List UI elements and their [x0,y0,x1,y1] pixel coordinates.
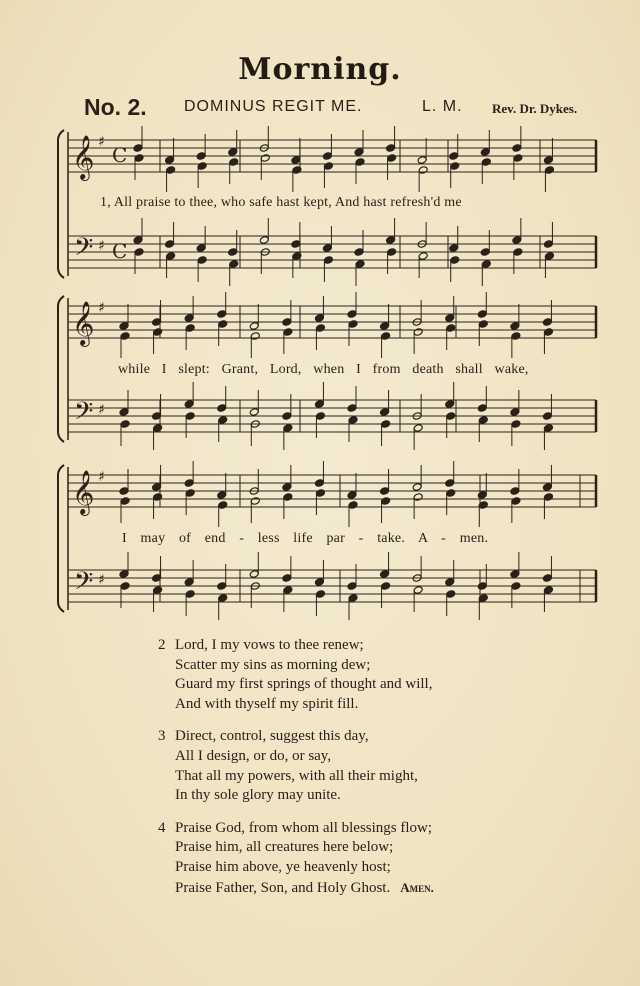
treble-clef: 𝄞 [72,301,95,345]
stanza-number: 4 [158,819,166,836]
note-head [218,594,228,603]
note-head [165,240,175,249]
note-head [446,590,456,599]
note-head [477,404,487,413]
note-head [322,152,332,161]
note-head [283,328,293,337]
note-head [291,156,301,165]
note-head [413,586,423,595]
note-head [381,497,391,506]
note-head [196,152,206,161]
note-head [184,578,194,587]
note-head [250,332,260,341]
note-head [166,166,176,175]
note-head [153,424,163,433]
note-head [413,328,423,337]
amen-label: Amen. [400,879,434,895]
note-head [542,483,552,492]
note-head [347,310,357,319]
note-head [229,158,239,167]
note-head [380,570,390,579]
page-title: Morning. [238,52,402,87]
note-head [218,501,228,510]
note-head [513,154,523,163]
verse-line: Direct, control, suggest this day, [175,728,369,745]
meter: L. M. [422,98,463,115]
note-head [511,420,521,429]
note-head [542,574,552,583]
note-head [386,236,396,245]
note-head [133,236,143,245]
sharp-sign: ♯ [98,469,105,485]
note-head [481,158,491,167]
note-head [544,166,554,175]
note-head [354,148,364,157]
note-head [217,582,227,591]
note-head [119,322,129,331]
note-head [418,166,428,175]
note-head [510,322,520,331]
note-head [197,256,207,265]
stanza-3 [158,727,578,805]
note-head [165,156,175,165]
note-head [355,260,365,269]
note-head [283,424,293,433]
note-head [323,256,333,265]
sharp-sign: ♯ [98,134,105,150]
note-head [228,148,238,157]
note-head [314,578,324,587]
note-head [480,148,490,157]
note-head [283,586,293,595]
note-head [510,408,520,417]
note-head [134,248,144,257]
note-head [477,582,487,591]
note-head [197,162,207,171]
note-head [542,412,552,421]
note-head [217,491,227,500]
note-head [544,252,554,261]
note-head [314,479,324,488]
lyric-line-3: I may of end - less life par - take. A - men. [122,531,489,546]
bass-clef: 𝄢 [74,233,94,268]
note-head [445,314,455,323]
note-head [259,236,269,245]
note-head [153,328,163,337]
note-head [381,582,391,591]
verse-line: That all my powers, with all their might, [175,767,418,784]
note-head [413,424,423,433]
note-head [386,144,396,153]
note-head [249,322,259,331]
note-head [184,314,194,323]
bass-clef: 𝄢 [74,567,94,602]
note-head [120,420,130,429]
note-head [511,497,521,506]
note-head [511,582,521,591]
note-head [511,332,521,341]
note-head [542,318,552,327]
note-head [510,570,520,579]
note-head [250,497,260,506]
note-head [445,578,455,587]
note-head [446,324,456,333]
note-head [347,404,357,413]
system-bracket [58,130,64,278]
note-head [355,158,365,167]
sharp-sign: ♯ [98,402,105,418]
note-head [196,244,206,253]
note-head [120,582,130,591]
verse-line: Scatter my sins as morning dew; [175,656,371,673]
note-head [282,412,292,421]
note-head [543,328,553,337]
note-head [134,154,144,163]
note-head [480,248,490,257]
time-signature: C [112,239,128,263]
note-head [543,424,553,433]
note-head [323,162,333,171]
note-head [449,244,459,253]
system-bracket [58,296,64,442]
note-head [387,154,397,163]
note-head [315,324,325,333]
verse-line [175,878,578,899]
note-head [185,489,195,498]
system-bracket [58,465,64,612]
sharp-sign: ♯ [98,572,105,588]
note-head [387,248,397,257]
note-head [445,400,455,409]
note-head [347,491,357,500]
note-head [348,501,358,510]
note-head [322,244,332,253]
composer: Rev. Dr. Dykes. [492,101,578,116]
note-head [543,156,553,165]
note-head [510,487,520,496]
verse-text [158,636,578,911]
note-head [445,479,455,488]
note-head [120,332,130,341]
verse-line: In thy sole glory may unite. [175,787,341,804]
note-head [380,408,390,417]
note-head [543,240,553,249]
note-head [185,412,195,421]
note-head [417,156,427,165]
note-head [249,408,259,417]
note-head [217,310,227,319]
note-head [481,260,491,269]
sharp-sign: ♯ [98,300,105,316]
note-head [184,479,194,488]
note-head [314,400,324,409]
note-head [185,324,195,333]
note-head [354,248,364,257]
stanza-number: 3 [158,728,166,745]
note-head [446,489,456,498]
verse-line: All I design, or do, or say, [175,747,332,764]
note-head [314,314,324,323]
note-head [228,248,238,257]
note-head [218,320,228,329]
note-head [166,252,176,261]
stanza-2 [158,636,578,714]
note-head [348,416,358,425]
note-head [412,483,422,492]
note-head [153,586,163,595]
tune-name: DOMINUS REGIT ME. [184,98,363,115]
note-head [450,162,460,171]
note-head [282,574,292,583]
note-head [477,310,487,319]
note-head [512,236,522,245]
note-head [380,487,390,496]
bass-clef: 𝄢 [74,397,94,432]
note-head [283,493,293,502]
note-head [315,412,325,421]
note-head [184,400,194,409]
note-head [153,493,163,502]
stanza-number: 2 [158,637,166,653]
note-head [249,570,259,579]
note-head [478,320,488,329]
note-head [119,487,129,496]
note-head [477,491,487,500]
verse-line: Praise him, all creatures here below; [175,839,394,856]
note-head [380,322,390,331]
note-head [543,493,553,502]
note-head [512,144,522,153]
note-head [217,404,227,413]
note-head [478,416,488,425]
note-head [449,152,459,161]
note-head [315,590,325,599]
note-head [218,416,228,425]
note-head [513,248,523,257]
verse-line-text: Praise Father, Son, and Holy Ghost. [175,879,391,896]
note-head [543,586,553,595]
note-head [450,256,460,265]
note-head [315,489,325,498]
verse-line: Praise God, from whom all blessings flow; [175,819,433,836]
note-head [260,154,270,163]
hymn-number: No. 2. [84,94,147,120]
note-head [446,412,456,421]
note-head [185,590,195,599]
note-head [347,582,357,591]
note-head [282,483,292,492]
verse-line: Lord, I my vows to thee renew; [175,637,364,653]
lyric-line-1: 1, All praise to thee, who safe hast kept, And hast refresh'd me [100,195,462,210]
note-head [229,260,239,269]
verse-line: And with thyself my spirit fill. [175,695,359,712]
note-head [381,420,391,429]
verse-line: Praise him above, ye heavenly host; [175,858,391,875]
note-head [348,320,358,329]
note-head [119,408,129,417]
note-head [119,570,129,579]
note-head [133,144,143,153]
time-signature: C [112,143,128,167]
treble-clef: 𝄞 [72,470,95,514]
note-head [282,318,292,327]
note-head [348,594,358,603]
note-head [120,497,130,506]
note-head [291,240,301,249]
note-head [292,166,302,175]
verse-line: Guard my first springs of thought and will, [175,676,433,693]
note-head [413,493,423,502]
note-head [381,332,391,341]
sharp-sign: ♯ [98,238,105,254]
lyric-line-2: while I slept: Grant, Lord, when I from death shall wake, [118,362,529,377]
note-head [418,252,428,261]
treble-clef: 𝄞 [72,135,95,179]
stanza-4 [158,819,578,898]
